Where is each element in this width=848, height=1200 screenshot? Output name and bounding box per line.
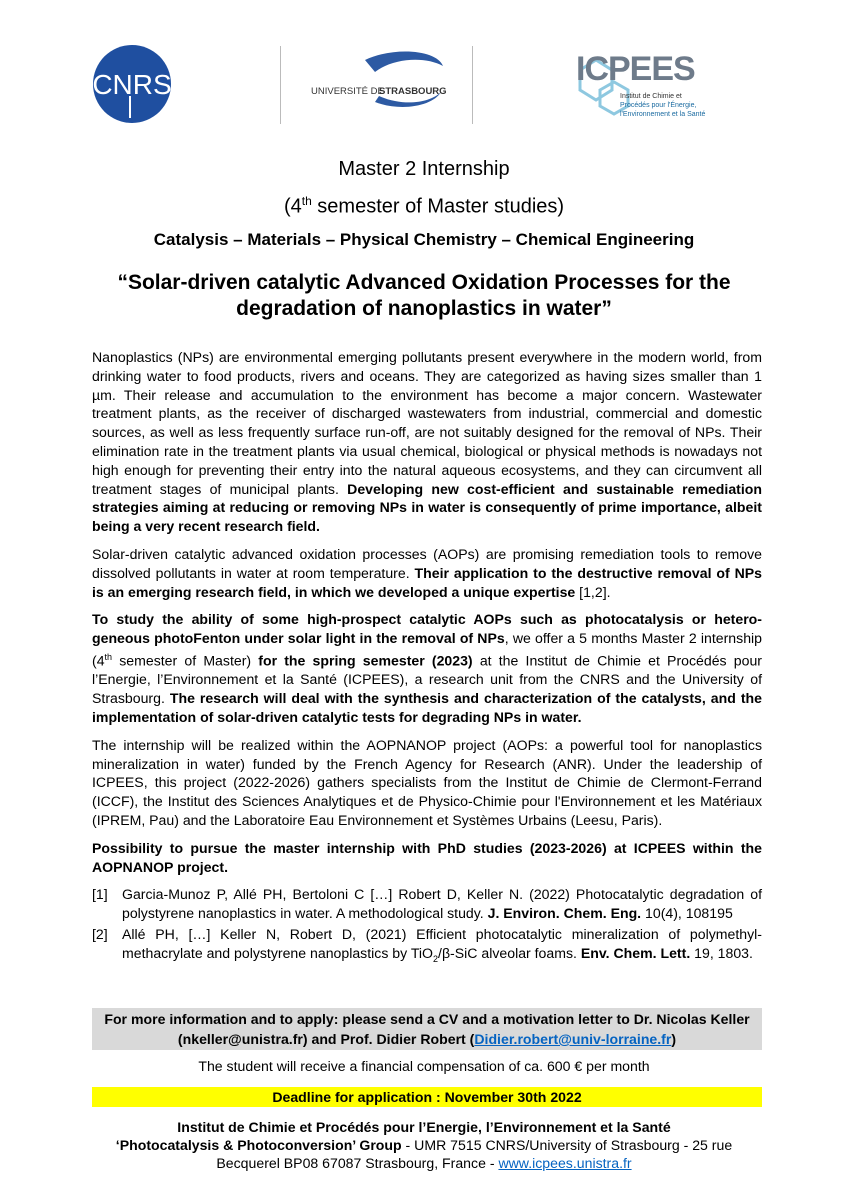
ref2-text: Allé PH, […] Keller N, Robert D, (2021) Efficient photocatalytic mineralization of polymethyl-methacrylate and polystyrene nanoplastics by TiO	[122, 926, 762, 961]
footer-institute: Institut de Chimie et Procédés pour l’Energie, l’Environnement et la Santé	[177, 1119, 671, 1135]
page-subtitle	[0, 194, 848, 219]
reference-item	[92, 925, 762, 968]
ref2-journal: Env. Chem. Lett.	[580, 944, 691, 961]
logo-bar	[0, 40, 848, 130]
paragraph-2	[92, 545, 762, 601]
icpees-logo	[570, 40, 730, 126]
contact-text: For more information and to apply: please send a CV and a motivation letter to Dr. Nicolas Keller (nkeller@unistra.fr) and Prof. Didier Robert (	[104, 1011, 750, 1047]
icpees-name: ICPEES	[576, 50, 695, 88]
references	[92, 885, 762, 968]
body-text	[92, 348, 762, 970]
logo-divider	[472, 46, 473, 124]
icpees-sub-3: l'Environnement et la Santé	[620, 111, 706, 118]
contact-email-link[interactable]: Didier.robert@univ-lorraine.fr	[474, 1031, 672, 1047]
compensation-text: The student will receive a financial compensation of ca. 600 € per month	[198, 1058, 650, 1074]
cnrs-logo-text: CNRS	[92, 69, 172, 100]
p3-bold-3: The research will deal with the synthesis and characterization of the catalysts, and the implementation of solar-driven catalytic tests for degrading NPs in water.	[92, 690, 762, 726]
project-title: “Solar-driven catalytic Advanced Oxidation Processes for the degradation of nanoplastics in water”	[117, 271, 731, 320]
reference-number: [2]	[92, 926, 108, 942]
footer-group: ‘Photocatalysis & Photoconversion’ Group	[115, 1137, 402, 1153]
footer-address-1: - UMR 7515 CNRS/University of Strasbourg - 25 rue	[401, 1137, 733, 1153]
reference-text	[122, 885, 762, 923]
unistra-logo	[305, 46, 447, 126]
ref2-sub: 2	[433, 953, 439, 964]
reference-item	[92, 885, 762, 923]
ref1-journal: J. Environ. Chem. Eng.	[487, 905, 642, 922]
reference-number: [1]	[92, 886, 108, 903]
contact-box	[92, 1008, 762, 1050]
paragraph-1	[92, 348, 762, 536]
subtitle-post: semester of Master studies)	[311, 195, 565, 218]
deadline-banner: Deadline for application : November 30th 2022	[92, 1087, 762, 1107]
p2-bold: Their application to the destructive removal of NPs is an emerging research field, in which we developed a unique expertise	[92, 564, 762, 600]
paragraph-3	[92, 610, 762, 726]
ref2-text-2: /β-SiC alveolar foams.	[438, 944, 581, 961]
fields-line: Catalysis – Materials – Physical Chemistry – Chemical Engineering	[153, 230, 695, 249]
page-title: Master 2 Internship	[338, 158, 510, 180]
footer	[0, 1118, 848, 1172]
subtitle-pre: (4	[283, 195, 302, 218]
p3-bold-2: for the spring semester (2023)	[258, 652, 473, 669]
ref1-tail: 10(4), 108195	[641, 905, 733, 922]
cnrs-logo	[92, 44, 172, 124]
p3-text-3: at the Institut de Chimie et Procédés pour l’Energie, l’Environnement et la Santé (ICPEES), a research unit from the CNRS and the University of Strasbourg.	[92, 652, 762, 707]
unistra-text-1: UNIVERSITÉ DE	[311, 86, 384, 97]
unistra-text-2: STRASBOURG	[379, 86, 447, 97]
p3-bold-1: To study the ability of some high-prospect catalytic AOPs such as photocatalysis or hetero-geneous photoFenton under solar light in the removal of NPs	[92, 611, 762, 647]
contact-end: )	[671, 1031, 677, 1047]
p3-text-2: semester of Master)	[112, 652, 259, 669]
p3-text-1: , we offer a 5 months Master 2 internship (4	[92, 630, 763, 669]
footer-website-link[interactable]: www.icpees.unistra.fr	[498, 1155, 632, 1171]
footer-address-2: Becquerel BP08 67087 Strasbourg, France -	[216, 1155, 499, 1171]
icpees-sub-1: Institut de Chimie et	[620, 93, 682, 100]
p5-bold: Possibility to pursue the master internship with PhD studies (2023-2026) at ICPEES within the AOPNANOP project.	[92, 839, 762, 875]
logo-divider	[280, 46, 281, 124]
ref2-tail: 19, 1803.	[690, 944, 753, 961]
paragraph-5	[92, 839, 762, 877]
p2-text: Solar-driven catalytic advanced oxidation processes (AOPs) are promising remediation tools to remove dissolved pollutants in water at room temperature.	[92, 545, 762, 581]
paragraph-4: The internship will be realized within the AOPNANOP project (AOPs: a powerful tool for nanoplastics mineralization in water) funded by the French Agency for Research (ANR). Under the leadership of ICPEES, this project (2022-2026) gathers specialists from the Institut de Chimie de Clermont-Ferrand (ICCF), the Institut des Sciences Analytiques et de Physico-Chimie pour l'Environnement et les Matériaux (IPREM, Pau) and the Laboratoire Eau Environnement et Systèmes Urbains (Leesu, Paris).	[92, 736, 762, 829]
subtitle-sup: th	[301, 194, 312, 208]
reference-text	[122, 925, 762, 968]
p3-sup: th	[104, 651, 113, 662]
p1-text: Nanoplastics (NPs) are environmental emerging pollutants present everywhere in the modern world, from drinking water to food products, rivers and oceans. They are categorized as having sizes smaller than 1 µm. Their release and accumulation to the environment has become a major concern. Wastewater treatment plants, as the receiver of discharged wastewaters from industrial, commercial and domestic sources, as well as less frequently surface run-off, are not suitably designed for the removal of NPs. Their elimination rate in the treatment plants via usual chemical, biological or physical methods is nowadays not high enough for preventing their entry into the natural aqueous ecosystems, and they can circumvent all treatment stages of municipal plants.	[92, 349, 762, 497]
icpees-sub-2: Procédés pour l'Énergie,	[620, 102, 697, 109]
ref1-text: Garcia-Munoz P, Allé PH, Bertoloni C […] Robert D, Keller N. (2022) Photocatalytic degradation of polystyrene nanoplastics in water. A methodological study.	[122, 886, 762, 922]
p1-bold: Developing new cost-efficient and sustainable remediation strategies aiming at reducing or removing NPs in water is consequently of prime importance, albeit being a very recent research field.	[92, 480, 762, 535]
p2-end: [1,2].	[575, 583, 611, 600]
